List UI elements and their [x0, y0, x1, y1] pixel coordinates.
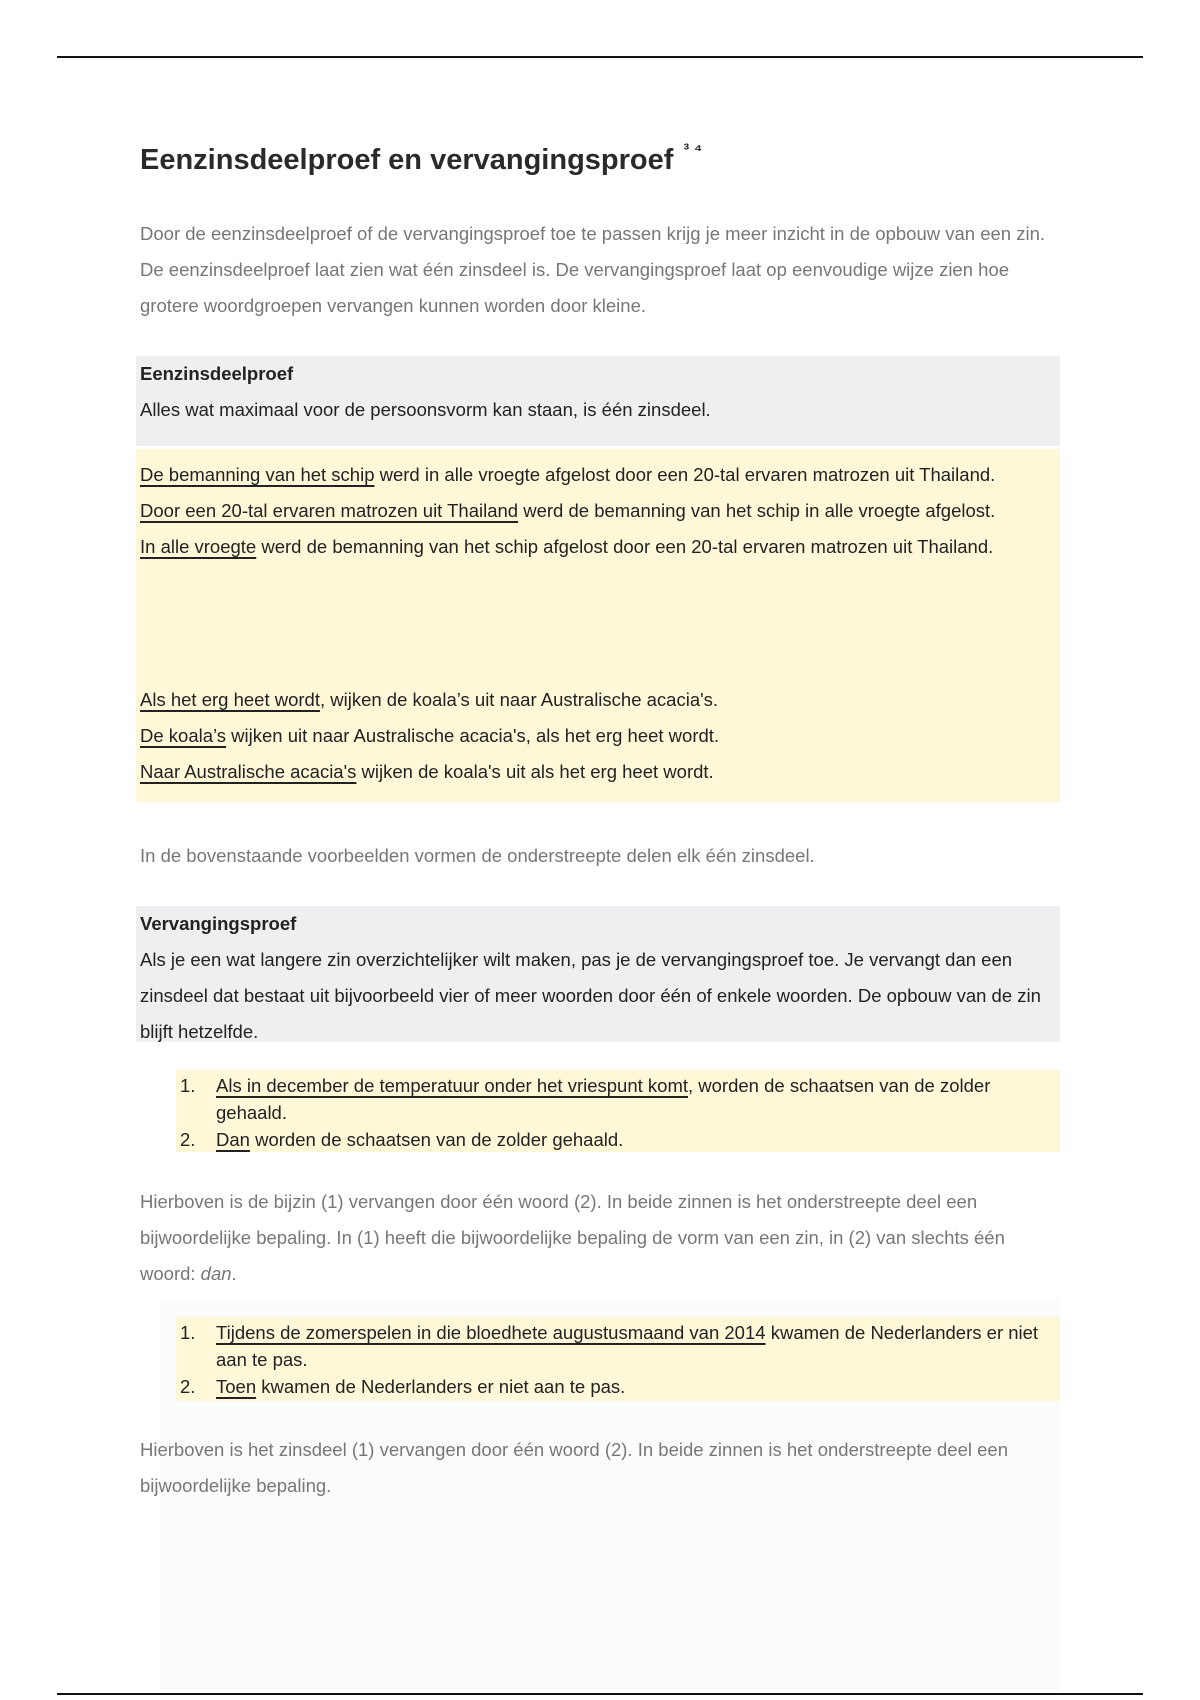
underlined-part: Naar Australische acacia's [140, 761, 357, 782]
list-item: 2. Dan worden de schaatsen van de zolder gehaald. [180, 1129, 624, 1150]
bottom-rule [57, 1693, 1143, 1695]
examples-group-1 [136, 457, 1060, 565]
eenzinsdeelproef-heading: Eenzinsdeelproef [140, 363, 294, 384]
list-item: 1. Als in december de temperatuur onder het vriespunt komt, worden de schaatsen van de zolder gehaald. [180, 1075, 991, 1123]
underlined-part: In alle vroegte [140, 536, 257, 557]
vervangingsproef-explanation-2: Hierboven is het zinsdeel (1) vervangen door één woord (2). In beide zinnen is het onderstreepte deel een bijwoordelijke bepaling. [140, 1439, 1008, 1496]
intro-paragraph: Door de eenzinsdeelproef of de vervangingsproef toe te passen krijg je meer inzicht in de opbouw van een zin. De eenzinsdeelproef laat zien wat één zinsdeel is. De vervangingsproef laat op eenvoudige wijze zien hoe grotere woordgroepen vervangen kunnen worden door kleine. [140, 223, 1046, 316]
example-sentence: De koala’s wijken uit naar Australische acacia's, als het erg heet wordt. [140, 725, 720, 746]
eenzinsdeelproef-examples-box [136, 449, 1060, 802]
eenzinsdeelproef-rule: Alles wat maximaal voor de persoonsvorm kan staan, is één zinsdeel. [140, 399, 711, 420]
eenzinsdeelproef-definition-box [136, 356, 1060, 446]
example-sentence: Door een 20-tal ervaren matrozen uit Thailand werd de bemanning van het schip in alle vroegte afgelost. [140, 500, 996, 521]
vervangingsproef-definition-box [136, 906, 1060, 1042]
page-title: Eenzinsdeelproef en vervangingsproef $^{^3 ^4}$ [140, 140, 703, 176]
example-sentence: Naar Australische acacia's wijken de koala's uit als het erg heet wordt. [140, 761, 714, 782]
vervangingsproef-explanation-1: Hierboven is de bijzin (1) vervangen door één woord (2). In beide zinnen is het onderstreepte deel een bijwoordelijke bepaling. In (1) heeft die bijwoordelijke bepaling de vorm van een zin, in (2) van slechts één woord: dan. [140, 1191, 1005, 1284]
eenzinsdeelproef-note: In de bovenstaande voorbeelden vormen de onderstreepte delen elk één zinsdeel. [140, 845, 815, 866]
list-item: 1. Tijdens de zomerspelen in die bloedhete augustusmaand van 2014 kwamen de Nederlanders er niet aan te pas. [180, 1322, 1039, 1370]
vervangingsproef-example-1-box [176, 1070, 1060, 1152]
list-item: 2. Toen kwamen de Nederlanders er niet aan te pas. [180, 1376, 626, 1397]
top-rule [57, 56, 1143, 58]
numbered-list [176, 1317, 1060, 1400]
example-sentence: De bemanning van het schip werd in alle vroegte afgelost door een 20-tal ervaren matrozen uit Thailand. [140, 464, 996, 485]
vervangingsproef-heading: Vervangingsproef [140, 913, 297, 934]
underlined-part: De bemanning van het schip [140, 464, 375, 485]
vervangingsproef-rule: Als je een wat langere zin overzichtelijker wilt maken, pas je de vervangingsproef toe. Je vervangt dan een zinsdeel dat bestaat uit bijvoorbeeld vier of meer woorden door één of enkele woorden. De opbouw van de zin blijft hetzelfde. [140, 949, 1041, 1042]
numbered-list [176, 1070, 1060, 1153]
example-sentence: Als het erg heet wordt, wijken de koala’s uit naar Australische acacia's. [140, 689, 719, 710]
underlined-part: Als het erg heet wordt [140, 689, 320, 710]
footnote-refs: ³ ⁴ [683, 140, 703, 159]
vervangingsproef-example-2-box [176, 1317, 1060, 1401]
underlined-part: Tijdens de zomerspelen in die bloedhete augustusmaand van 2014 [216, 1322, 766, 1343]
underlined-part: Dan [216, 1129, 250, 1150]
underlined-part: De koala’s [140, 725, 227, 746]
underlined-part: Als in december de temperatuur onder het vriespunt komt [216, 1075, 688, 1096]
underlined-part: Door een 20-tal ervaren matrozen uit Thailand [140, 500, 519, 521]
underlined-part: Toen [216, 1376, 257, 1397]
example-sentence: In alle vroegte werd de bemanning van het schip afgelost door een 20-tal ervaren matrozen uit Thailand. [140, 536, 994, 557]
examples-group-2 [136, 682, 1060, 790]
